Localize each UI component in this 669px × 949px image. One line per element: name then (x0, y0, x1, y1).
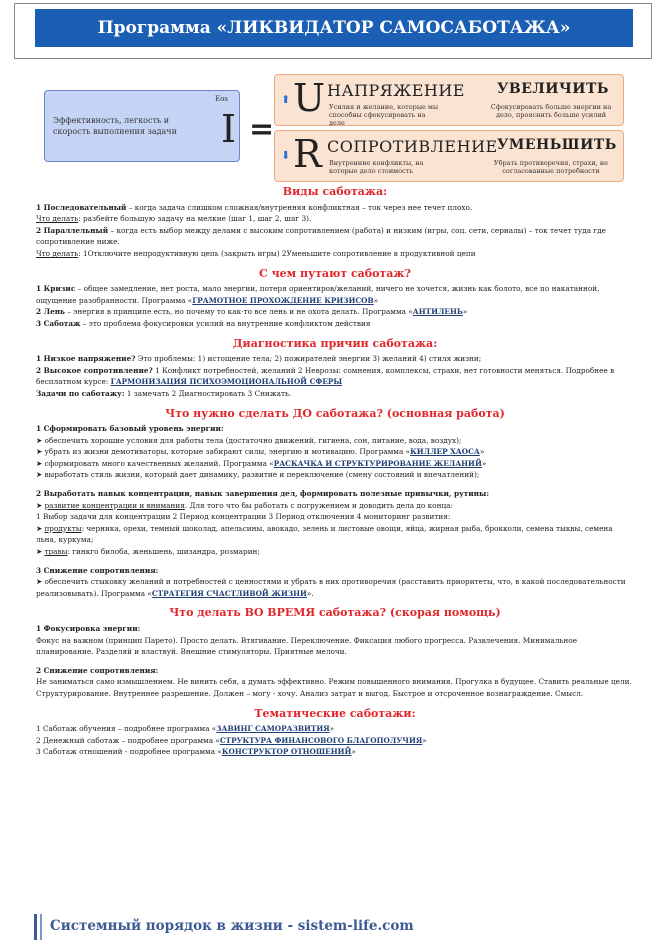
efficiency-subscript: Eos (215, 95, 228, 103)
efficiency-text: Эффективность, легкость и скорость выполнения задачи (53, 116, 177, 136)
subheading: 1 Фокусировка энергии: (36, 624, 141, 633)
paragraph: Что делать: разбейте большую задачу на мелкие (шаг 1, шаг 2, шаг 3). (36, 214, 312, 224)
list-item: ➤ продукты: черника, орехи, темный шоколад, апельсины, авокадо, зелень и листовые овощи, яйца, жирная рыба, брокколи, семена тыквы, семена льна, куркума; (36, 523, 634, 546)
page-title: Программа «ЛИКВИДАТОР САМОСАБОТАЖА» (35, 9, 633, 47)
footer-bars-icon (34, 914, 47, 940)
list-item: ➤ убрать из жизни демотиваторы, которые забирают силы, энергию и мотивацию. Программа «КИЛЛЕР ХАОСА» (36, 446, 634, 458)
tension-heading: НАПРЯЖЕНИЕ (327, 81, 465, 100)
paragraph: 1 Кризис – общее замедление, нет роста, мало энергии, потеря ориентиров/желаний, ничего не хочется, жизнь как болото, все по накатанной, ощущение разобранности. Программа «ГРАМОТНОЕ ПРОХОЖДЕНИЕ КРИЗИСОВ» (36, 284, 600, 305)
footer-site-link[interactable]: Системный порядок в жизни - sistem-life.com (50, 918, 414, 934)
list-item: ➤ выработать стиль жизни, который дает динамику, развитие и переключение (смену состояний и впечатлений); (36, 469, 634, 481)
program-link[interactable]: СТРАТЕГИЯ СЧАСТЛИВОЙ ЖИЗНИ (151, 588, 307, 598)
list-item: ➤ травы: гинкго билоба, женьшень, шизандра, розмарин; (36, 546, 634, 558)
program-link[interactable]: КИЛЛЕР ХАОСА (410, 447, 480, 457)
increase-heading: УВЕЛИЧИТЬ (497, 81, 609, 97)
tension-desc: Усилия и желание, которые мы способны сфокусировать на деле (329, 103, 439, 127)
paragraph: 2 Лень – энергия в принципе есть, но почему то как-то все лень и не охота делать. Программа «АНТИЛЕНЬ» (36, 307, 468, 317)
resistance-desc: Внутренние конфликты, на которые дело стоимость (329, 159, 424, 175)
section-title-confusion: С чем путают саботаж? (259, 266, 411, 280)
arrow-down-icon: ⬇ (281, 149, 291, 162)
list-item: ➤ развитие концентрации и внимания. Для того что бы работать с погружением и доводить дела до конца: (36, 500, 634, 512)
program-link[interactable]: АНТИЛЕНЬ (412, 307, 463, 317)
tension-card (274, 74, 624, 126)
title-frame (14, 3, 652, 59)
paragraph: 1 Последовательный – когда задача слишком сложная/внутренняя конфликтная – ток через нее течет плохо. (36, 202, 473, 212)
paragraph: Что делать: 1Отключите непродуктивную цепь (закрыть игры) 2Уменьшите сопротивление в продуктивной цепи (36, 248, 476, 258)
list-item: ➤ сформировать много качественных желаний. Программа «РАСКАЧКА И СТРУКТУРИРОВАНИЕ ЖЕЛАНИЙ» (36, 458, 634, 470)
resistance-letter: R (293, 132, 322, 176)
subheading: 2 Снижение сопротивления: (36, 665, 159, 675)
document-body (36, 186, 634, 758)
program-link[interactable]: ГАРМОНИЗАЦИЯ ПСИХОЭМОЦИОНАЛЬНОЙ СФЕРЫ (110, 377, 343, 387)
program-link[interactable]: РАСКАЧКА И СТРУКТУРИРОВАНИЕ ЖЕЛАНИЙ (273, 458, 482, 468)
subheading: 3 Снижение сопротивления: (36, 565, 159, 575)
resistance-card (274, 130, 624, 182)
decrease-desc: Убрать противоречия, страхи, не согласованные потребности (493, 159, 609, 175)
list-item: ➤ обеспечить стыковку желаний и потребностей с ценностями и убрать в них противоречия (расставить приоритеты, что, в какой последовательности реализовывать). Программа «СТРАТЕГИЯ СЧАСТЛИВОЙ ЖИЗНИ». (36, 576, 634, 599)
increase-desc: Сфокусировать больше энергии на дело, прояснить больше усилий (490, 103, 612, 119)
section-title-during: Что делать ВО ВРЕМЯ саботажа? (скорая помощь) (169, 606, 501, 620)
equals-sign: = (249, 112, 275, 147)
paragraph: 2 Параллельный – когда есть выбор между делами с высоким сопротивлением (работа) и низким (игры, соц. сети, сериалы) – ток течет туда где сопротивление ниже. (36, 225, 607, 247)
list-item: 3 Саботаж отношений - подробнее программа «КОНСТРУКТОР ОТНОШЕНИЙ» (36, 747, 356, 757)
paragraph: Не заниматься само измышлением. Не винить себя, а думать эффективно. Режим повышенного внимания. Прогулка в будущее. Ставить реальные цели. Структурирование. Внутреннее разрешение. Должен – могу - хочу. Анализ затрат и выгод. Быстрое и отсроченное вознаграждение. Смысл. (36, 677, 632, 698)
paragraph: Фокус на важном (принцип Парето). Просто делать. Втягивание. Переключение. Фиксация любого прогресса. Развлечения. Минимальное планирование. Разделяй и властвуй. Внешние стимуляторы. Приятные мелочи. (36, 635, 578, 657)
program-link[interactable]: ГРАМОТНОЕ ПРОХОЖДЕНИЕ КРИЗИСОВ (192, 295, 374, 305)
formula-diagram (0, 68, 669, 193)
program-link[interactable]: СТРУКТУРА ФИНАНСОВОГО БЛАГОПОЛУЧИЯ (219, 735, 423, 745)
arrow-up-icon: ⬆ (281, 93, 291, 106)
subheading: 2 Выработать навык концентрации, навык завершения дел, формировать полезные привычки, рутины: (36, 489, 490, 499)
subheading: 1 Сформировать базовый уровень энергии: (36, 424, 224, 434)
list-item: 1 Саботаж обучения – подробнее программа «ЗАВИНГ САМОРАЗВИТИЯ» (36, 724, 335, 734)
section-title-types: Виды саботажа: (282, 185, 388, 198)
decrease-heading: УМЕНЬШИТЬ (497, 137, 617, 153)
list-item: ➤ обеспечить хорошие условия для работы тела (достаточно движений, гигиена, сон, питание, вода, воздух); (36, 435, 634, 447)
tension-letter: U (293, 76, 326, 120)
efficiency-letter: I (221, 107, 237, 151)
program-link[interactable]: КОНСТРУКТОР ОТНОШЕНИЙ (221, 747, 352, 757)
efficiency-box (44, 90, 240, 162)
resistance-heading: СОПРОТИВЛЕНИЕ (327, 137, 498, 156)
paragraph: 1 Выбор задачи для концентрации 2 Период концентрации 3 Период отключения 4 мониторинг развития: (36, 512, 451, 522)
paragraph: 1 Низкое напряжение? Это проблемы: 1) истощение тела; 2) пожирателей энергии 3) желаний 4) стиля жизни; (36, 354, 482, 364)
footer (28, 912, 628, 942)
list-item: 2 Денежный саботаж – подробнее программа «СТРУКТУРА ФИНАНСОВОГО БЛАГОПОЛУЧИЯ» (36, 735, 427, 745)
section-title-thematic: Тематические саботажи: (254, 706, 416, 720)
program-link[interactable]: ЗАВИНГ САМОРАЗВИТИЯ (216, 724, 330, 734)
paragraph: 3 Саботаж – это проблема фокусировки усилий на внутренние конфликтом действия (36, 318, 371, 328)
section-title-before: Что нужно сделать ДО саботажа? (основная работа) (165, 406, 505, 420)
paragraph: 2 Высокое сопротивление? 1 Конфликт потребностей, желаний 2 Неврозы: сомнения, комплексы, страхи, нет готовности меняться. Подробнее в бесплатном курсе: ГАРМОНИЗАЦИЯ ПСИХОЭМОЦИОНАЛЬНОЙ СФЕРЫ (36, 365, 615, 387)
paragraph: Задачи по саботажу: 1 замечать 2 Диагностировать 3 Снижать. (36, 388, 292, 398)
section-title-diagnostics: Диагностика причин саботажа: (232, 336, 438, 350)
